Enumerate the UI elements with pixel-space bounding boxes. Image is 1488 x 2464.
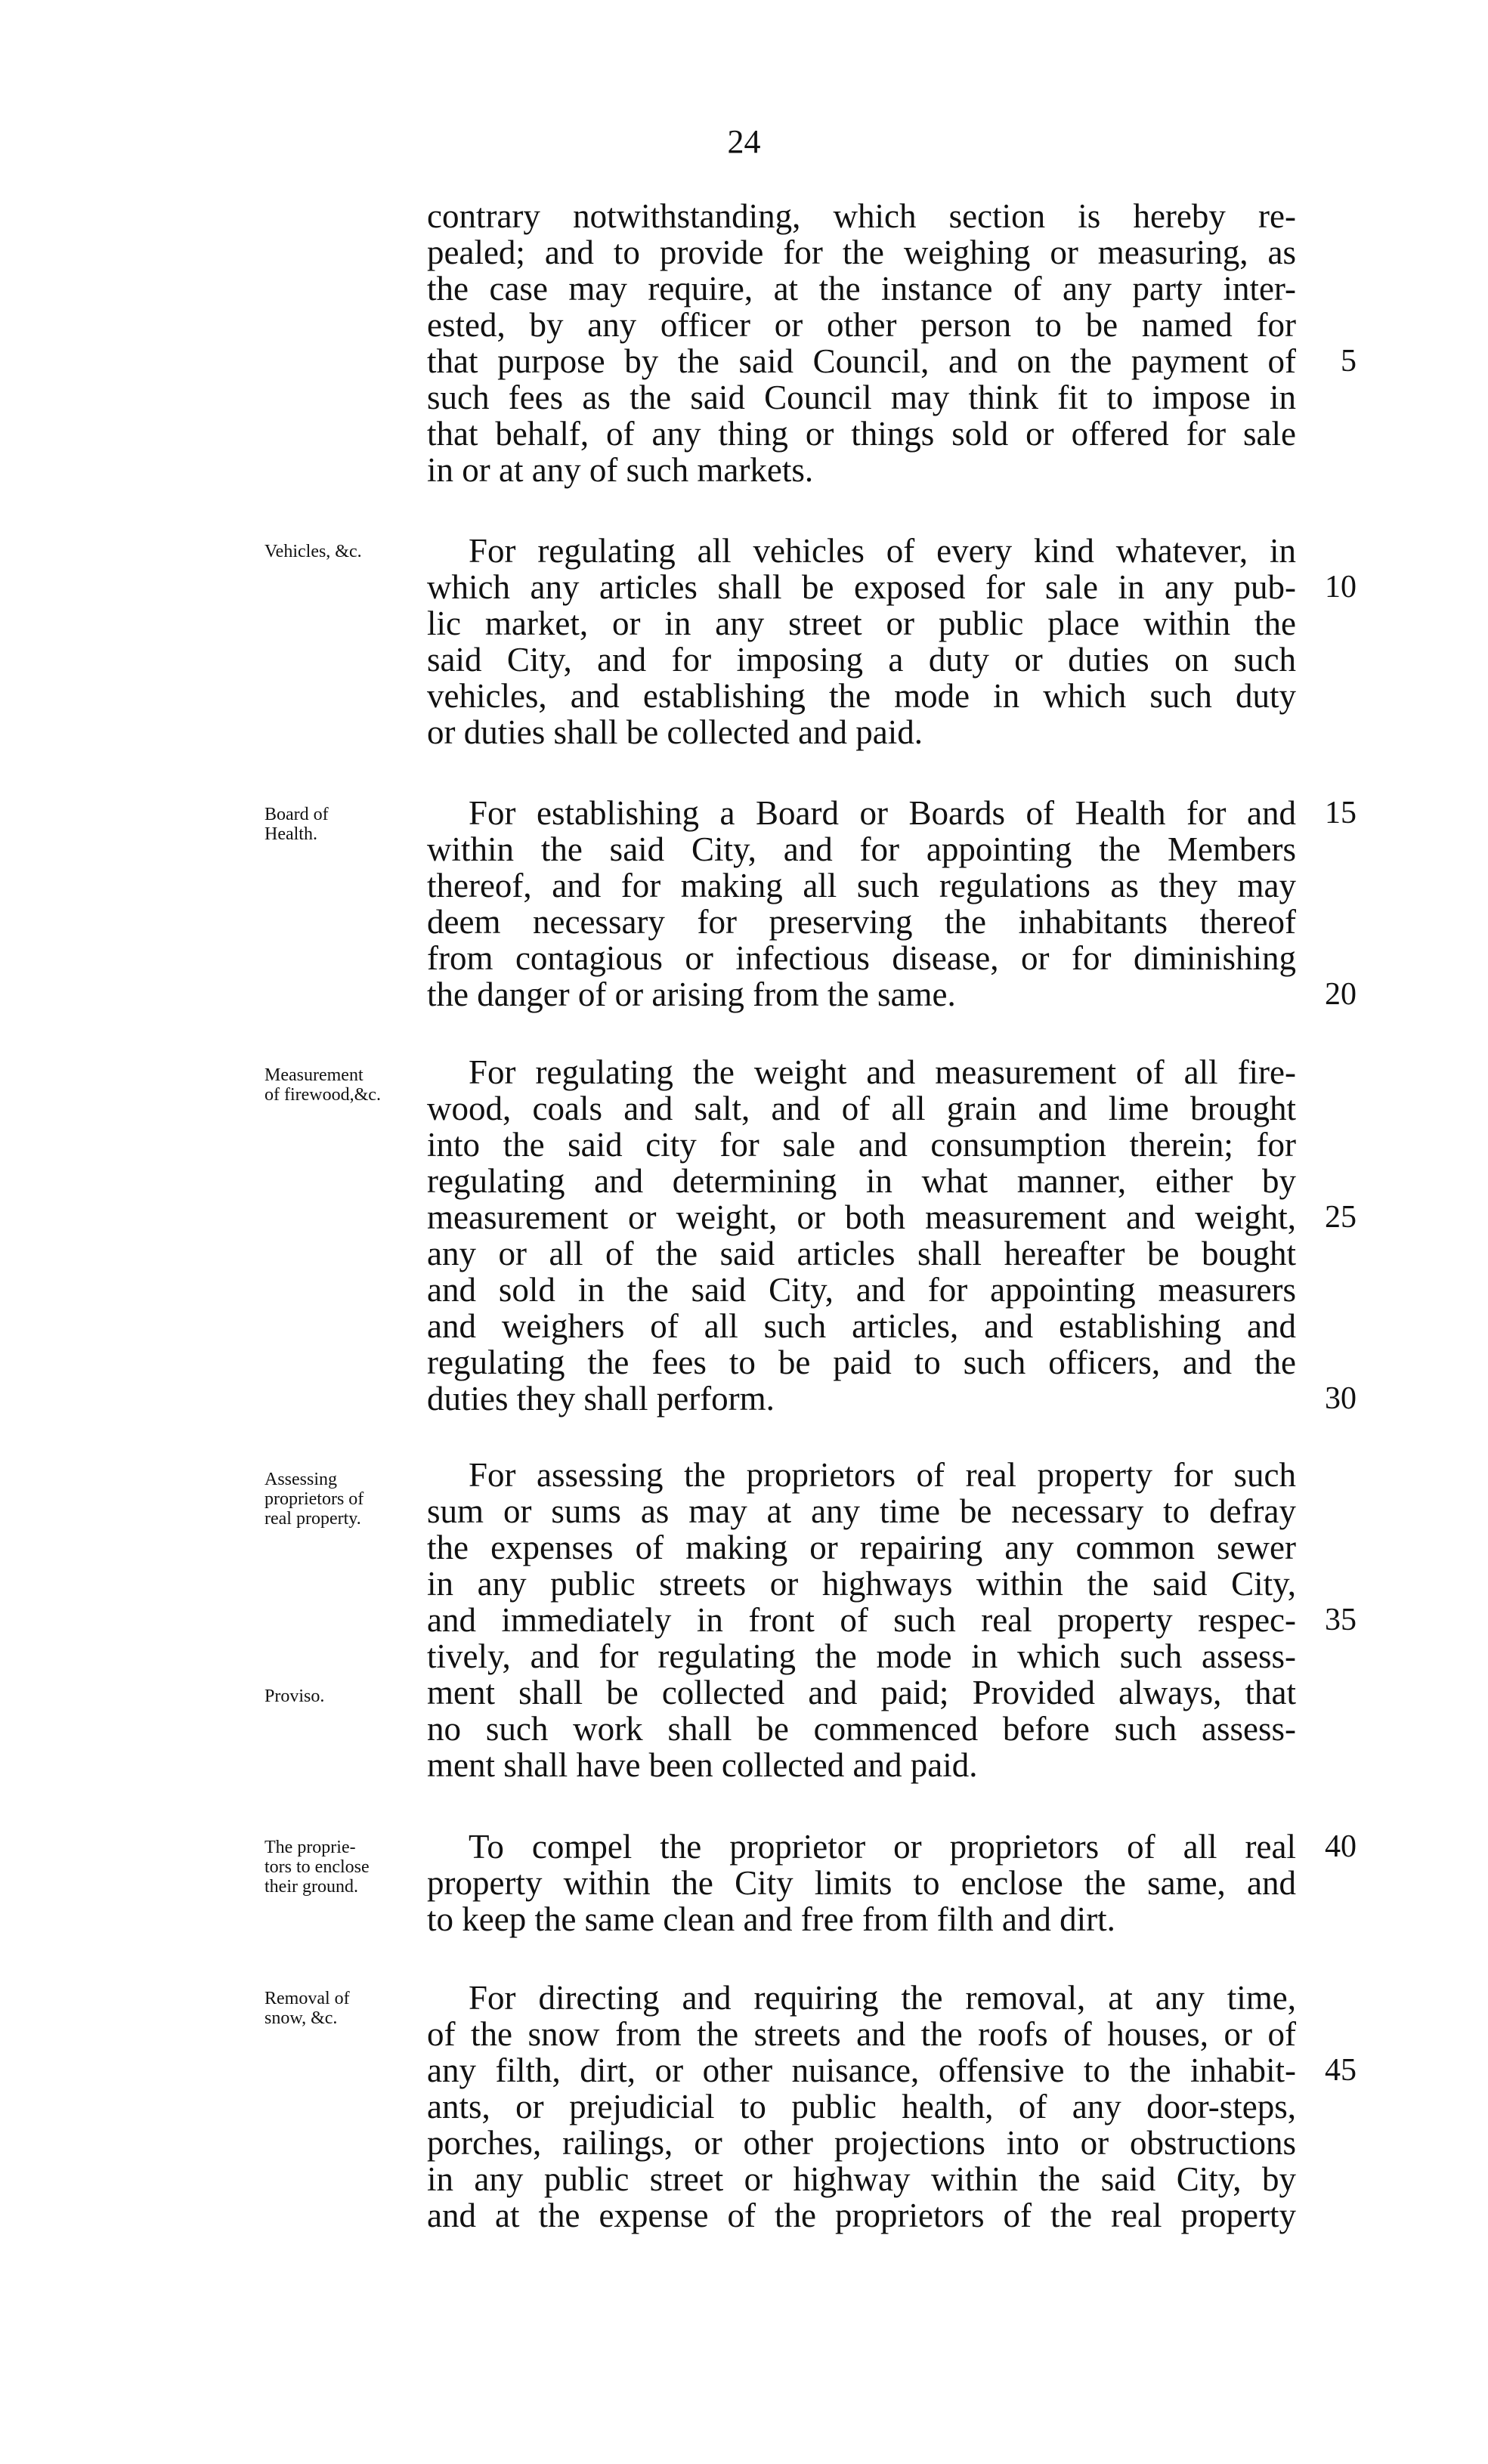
- text-line: in any public street or highway within the said City, by: [427, 2160, 1296, 2198]
- text-line: ants, or prejudicial to public health, of any door-steps,: [427, 2088, 1296, 2125]
- text-line: For regulating the weight and measurement of all fire-: [469, 1053, 1296, 1091]
- line-number: 45: [1325, 2053, 1357, 2088]
- text-line: ested, by any officer or other person to be named for: [427, 306, 1296, 344]
- margin-note-line: their ground.: [264, 1877, 358, 1897]
- text-line: measurement or weight, or both measurement and weight,: [427, 1198, 1296, 1236]
- text-line: within the said City, and for appointing the Members: [427, 830, 1296, 868]
- text-line: no such work shall be commenced before such assess-: [427, 1710, 1296, 1748]
- margin-note-measurement-of-firewood: [264, 1065, 427, 1105]
- text-line: the expenses of making or repairing any common sewer: [427, 1529, 1296, 1566]
- text-line: pealed; and to provide for the weighing or measuring, as: [427, 233, 1296, 271]
- line-number: 35: [1325, 1603, 1357, 1637]
- text-line: any filth, dirt, or other nuisance, offensive to the inhabit-: [427, 2051, 1296, 2089]
- text-line: of the snow from the streets and the roofs of houses, or of: [427, 2015, 1296, 2053]
- line-number: 10: [1325, 570, 1357, 604]
- text-line: porches, railings, or other projections into or obstructions: [427, 2124, 1296, 2162]
- text-line: which any articles shall be exposed for sale in any pub-: [427, 568, 1296, 606]
- text-line: such fees as the said Council may think fit to impose in: [427, 379, 1296, 416]
- margin-note-proviso: [264, 1686, 427, 1706]
- text-line: in or at any of such markets.: [427, 451, 814, 489]
- line-number: 25: [1325, 1200, 1357, 1235]
- text-line: any or all of the said articles shall hereafter be bought: [427, 1235, 1296, 1272]
- margin-note-line: Proviso.: [264, 1686, 325, 1706]
- margin-note-line: Vehicles, &c.: [264, 542, 362, 561]
- text-line: duties they shall perform.: [427, 1380, 775, 1417]
- text-line: For assessing the proprietors of real property for such: [469, 1456, 1296, 1494]
- margin-note-line: Assessing: [264, 1470, 338, 1489]
- text-line: To compel the proprietor or proprietors of all real: [469, 1828, 1296, 1866]
- text-line: ment shall be collected and paid; Provided always, that: [427, 1674, 1296, 1711]
- margin-note-line: Removal of: [264, 1989, 350, 2008]
- text-line: and weighers of all such articles, and establishing and: [427, 1307, 1296, 1345]
- margin-note-vehicles: [264, 542, 427, 561]
- text-line: and immediately in front of such real property respec-: [427, 1601, 1296, 1639]
- margin-note-line: of firewood,&c.: [264, 1085, 381, 1105]
- margin-note-line: tors to enclose: [264, 1857, 370, 1877]
- text-line: the case may require, at the instance of any party inter-: [427, 270, 1296, 308]
- text-line: tively, and for regulating the mode in which such assess-: [427, 1637, 1296, 1675]
- text-line: contrary notwithstanding, which section is hereby re-: [427, 197, 1296, 235]
- text-line: thereof, and for making all such regulations as they may: [427, 867, 1296, 904]
- text-line: that behalf, of any thing or things sold or offered for sale: [427, 415, 1296, 453]
- text-line: sum or sums as may at any time be necessary to defray: [427, 1492, 1296, 1530]
- margin-note-line: Health.: [264, 824, 317, 844]
- text-line: regulating and determining in what manner, either by: [427, 1162, 1296, 1200]
- line-number: 30: [1325, 1381, 1357, 1416]
- text-line: and at the expense of the proprietors of the real property: [427, 2197, 1296, 2234]
- text-line: the danger of or arising from the same.: [427, 975, 956, 1013]
- margin-note-proprietors-enclose: [264, 1838, 427, 1897]
- margin-note-line: Measurement: [264, 1065, 363, 1085]
- text-line: For directing and requiring the removal, at any time,: [469, 1979, 1296, 2017]
- text-line: vehicles, and establishing the mode in which such duty: [427, 677, 1296, 715]
- text-line: ment shall have been collected and paid.: [427, 1746, 978, 1784]
- text-line: wood, coals and salt, and of all grain and lime brought: [427, 1090, 1296, 1127]
- line-number: 15: [1325, 796, 1357, 830]
- margin-note-line: snow, &c.: [264, 2008, 338, 2028]
- line-number: 40: [1325, 1829, 1357, 1864]
- text-line: that purpose by the said Council, and on the payment of: [427, 342, 1296, 380]
- text-line: For regulating all vehicles of every kind whatever, in: [469, 532, 1296, 570]
- text-line: into the said city for sale and consumption therein; for: [427, 1126, 1296, 1164]
- text-line: lic market, or in any street or public place within the: [427, 604, 1296, 642]
- line-number: 20: [1325, 977, 1357, 1012]
- text-line: regulating the fees to be paid to such officers, and the: [427, 1343, 1296, 1381]
- margin-note-line: The proprie-: [264, 1838, 356, 1857]
- text-line: said City, and for imposing a duty or duties on such: [427, 641, 1296, 679]
- text-line: or duties shall be collected and paid.: [427, 713, 923, 751]
- text-line: to keep the same clean and free from filth and dirt.: [427, 1900, 1115, 1938]
- text-line: property within the City limits to enclose the same, and: [427, 1864, 1296, 1902]
- margin-note-assessing-proprietors: [264, 1470, 427, 1529]
- text-line: from contagious or infectious disease, or for diminishing: [427, 939, 1296, 977]
- margin-note-line: Board of: [264, 805, 329, 824]
- page-number: 24: [727, 123, 761, 160]
- line-number: 5: [1341, 344, 1357, 379]
- text-line: and sold in the said City, and for appointing measurers: [427, 1271, 1296, 1309]
- text-line: deem necessary for preserving the inhabitants thereof: [427, 903, 1296, 941]
- margin-note-line: real property.: [264, 1509, 361, 1529]
- margin-note-board-of-health: [264, 805, 427, 844]
- text-line: in any public streets or highways within the said City,: [427, 1565, 1296, 1603]
- text-line: For establishing a Board or Boards of Health for and: [469, 794, 1296, 832]
- margin-note-line: proprietors of: [264, 1489, 364, 1509]
- margin-note-removal-of-snow: [264, 1989, 427, 2028]
